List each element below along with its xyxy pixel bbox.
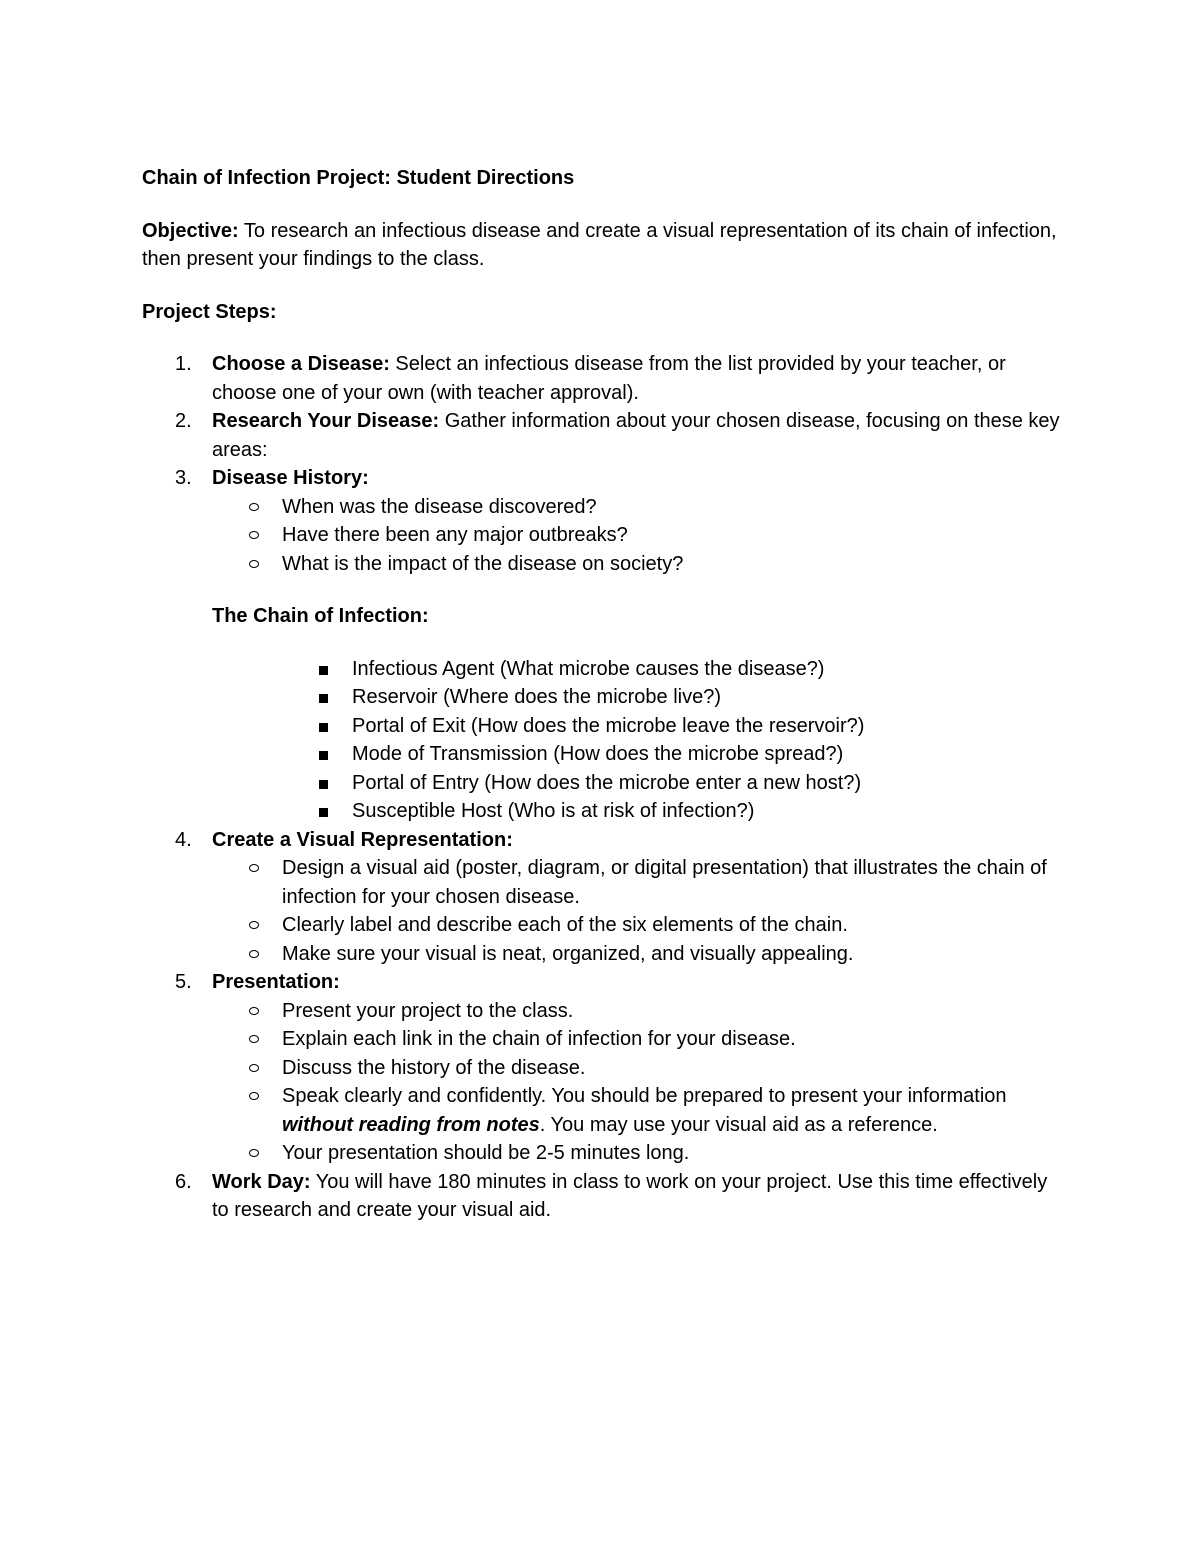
list-item: Susceptible Host (Who is at risk of infection?)	[212, 797, 1062, 826]
document-page	[142, 164, 1062, 1225]
disease-history-bullets	[212, 493, 1062, 579]
step-label: Choose a Disease:	[212, 353, 390, 375]
list-item: When was the disease discovered?	[212, 493, 1062, 522]
step-text: Gather information about your chosen disease, focusing on these key areas:	[212, 410, 1060, 461]
emphasis-text: without reading from notes	[282, 1113, 540, 1136]
project-steps-list	[142, 350, 1062, 1225]
list-item: Speak clearly and confidently. You should be prepared to present your information without reading from notes. You may use your visual aid as a reference.	[212, 1082, 1062, 1139]
list-item: Mode of Transmission (How does the microbe spread?)	[212, 740, 1062, 769]
square-bullet-icon	[319, 808, 328, 817]
square-bullet-icon	[319, 723, 328, 732]
list-item: Your presentation should be 2-5 minutes long.	[212, 1139, 1062, 1168]
presentation-bullets	[212, 997, 1062, 1168]
step-number: 5.	[175, 971, 192, 993]
step-number: 6.	[175, 1170, 192, 1193]
document-title: Chain of Infection Project: Student Directions	[142, 167, 575, 189]
hollow-circle-bullet-icon	[249, 1007, 259, 1015]
list-item: Clearly label and describe each of the six elements of the chain.	[212, 911, 1062, 940]
hollow-circle-bullet-icon	[249, 1064, 259, 1072]
chain-of-infection-list	[212, 655, 1062, 826]
square-bullet-icon	[319, 666, 328, 675]
step-text: You will have 180 minutes in class to work on your project. Use this time effectively to research and create your visual aid.	[212, 1170, 1048, 1221]
list-item: Infectious Agent (What microbe causes the disease?)	[212, 655, 1062, 684]
square-bullet-icon	[319, 780, 328, 789]
hollow-circle-bullet-icon	[249, 1092, 259, 1100]
list-item: Discuss the history of the disease.	[212, 1054, 1062, 1083]
step-number: 4.	[175, 828, 192, 851]
step-4	[142, 826, 1062, 969]
step-3	[142, 464, 1062, 826]
hollow-circle-bullet-icon	[249, 531, 259, 539]
list-item: Reservoir (Where does the microbe live?)	[212, 683, 1062, 712]
hollow-circle-bullet-icon	[249, 921, 259, 929]
objective-label: Objective:	[142, 219, 239, 242]
hollow-circle-bullet-icon	[249, 950, 259, 958]
objective-paragraph	[142, 217, 1062, 274]
list-item: What is the impact of the disease on society?	[212, 550, 1062, 579]
hollow-circle-bullet-icon	[249, 560, 259, 568]
hollow-circle-bullet-icon	[249, 1149, 259, 1157]
project-steps-heading: Project Steps:	[142, 300, 277, 323]
step-6	[142, 1168, 1062, 1225]
list-item: Explain each link in the chain of infection for your disease.	[212, 1025, 1062, 1054]
step-number: 1.	[175, 353, 192, 375]
step-label: Research Your Disease:	[212, 410, 440, 432]
step-label: Presentation:	[212, 971, 340, 993]
visual-representation-bullets	[212, 854, 1062, 968]
chain-of-infection-heading: The Chain of Infection:	[212, 605, 429, 627]
step-number: 3.	[175, 467, 192, 489]
step-number: 2.	[175, 410, 192, 432]
hollow-circle-bullet-icon	[249, 864, 259, 872]
hollow-circle-bullet-icon	[249, 503, 259, 511]
square-bullet-icon	[319, 694, 328, 703]
step-label: Create a Visual Representation:	[212, 828, 513, 851]
objective-text: To research an infectious disease and create a visual representation of its chain of infection, then present your findings to the class.	[142, 219, 1057, 270]
list-item: Present your project to the class.	[212, 997, 1062, 1026]
step-text: Select an infectious disease from the list provided by your teacher, or choose one of your own (with teacher approval).	[212, 353, 1006, 404]
list-item: Portal of Exit (How does the microbe leave the reservoir?)	[212, 712, 1062, 741]
list-item: Portal of Entry (How does the microbe enter a new host?)	[212, 769, 1062, 798]
step-1	[142, 350, 1062, 407]
square-bullet-icon	[319, 751, 328, 760]
step-5	[142, 968, 1062, 1168]
hollow-circle-bullet-icon	[249, 1035, 259, 1043]
list-item: Make sure your visual is neat, organized, and visually appealing.	[212, 940, 1062, 969]
list-item: Have there been any major outbreaks?	[212, 521, 1062, 550]
step-label: Disease History:	[212, 467, 369, 489]
list-item: Design a visual aid (poster, diagram, or digital presentation) that illustrates the chain of infection for your chosen disease.	[212, 854, 1062, 911]
step-label: Work Day:	[212, 1170, 311, 1193]
step-2	[142, 407, 1062, 464]
